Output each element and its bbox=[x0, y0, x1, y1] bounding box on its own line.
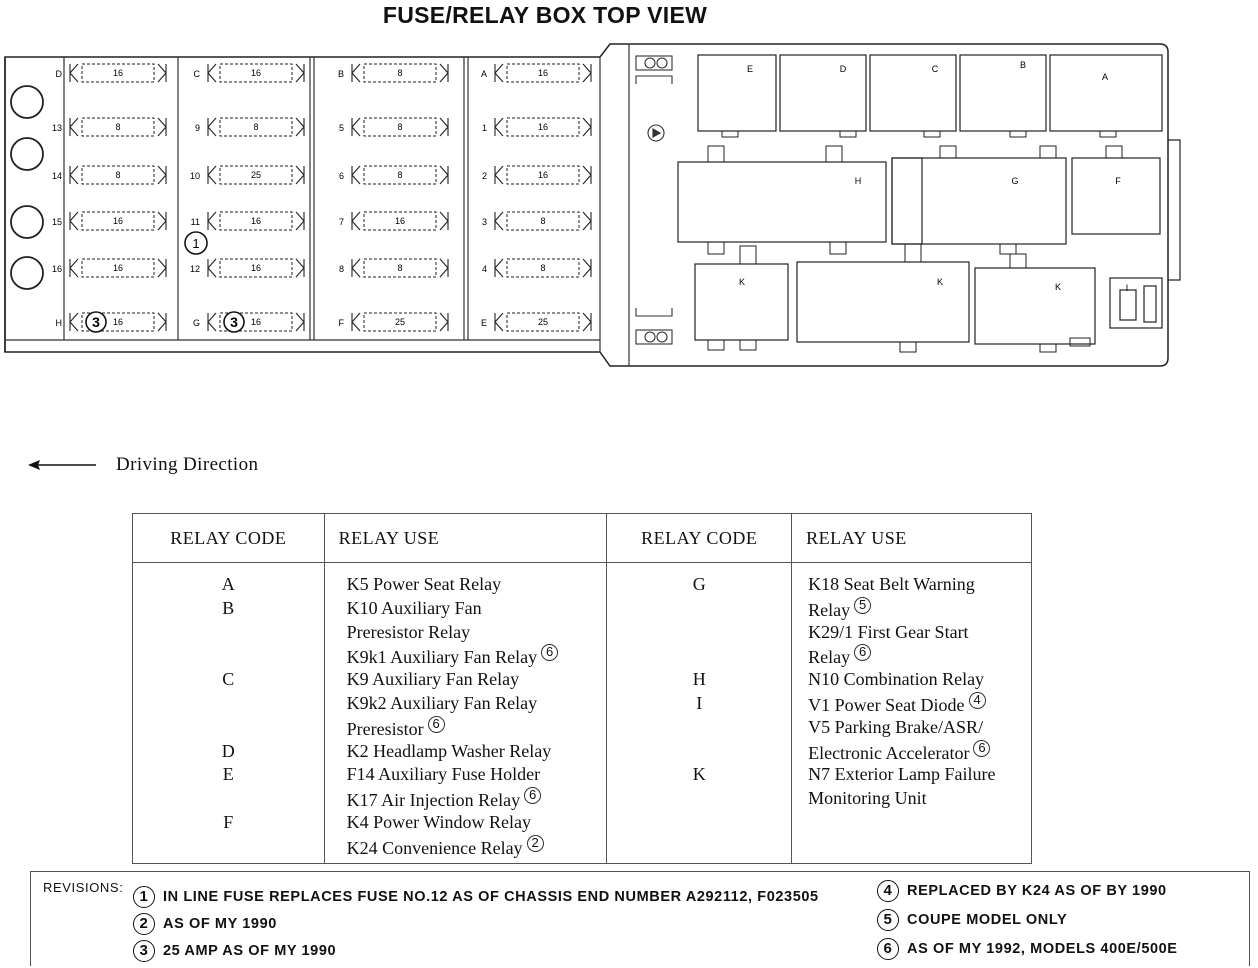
fuse-clip-left bbox=[495, 118, 503, 136]
revision-6: 6 AS OF MY 1992, MODELS 400E/500E bbox=[877, 938, 1178, 960]
fuse bbox=[194, 64, 305, 82]
fuse-clip-right bbox=[158, 118, 166, 136]
revision-4: 4 REPLACED BY K24 AS OF BY 1990 bbox=[877, 880, 1167, 902]
fuse-clip-right bbox=[583, 166, 591, 184]
fuse-clip-right bbox=[158, 259, 166, 277]
revision-2: 2 AS OF MY 1990 bbox=[133, 913, 277, 935]
relay-use-cell: K9 Auxiliary Fan Relay bbox=[346, 669, 520, 690]
relay-code-cell bbox=[133, 835, 324, 859]
fuse-clip-right bbox=[583, 313, 591, 331]
relay-k1 bbox=[695, 264, 788, 340]
relay-use-cell bbox=[792, 835, 1031, 859]
fuse-amp: 16 bbox=[250, 317, 262, 327]
fuse-clip-left bbox=[352, 259, 360, 277]
relay-g bbox=[892, 158, 1066, 244]
relay-labels bbox=[739, 60, 1128, 293]
fuse bbox=[56, 64, 167, 82]
relay-b bbox=[960, 55, 1046, 131]
arrow-left-icon bbox=[28, 458, 98, 472]
fuse-clip-right bbox=[158, 313, 166, 331]
fuse-clip-right bbox=[583, 259, 591, 277]
fuse bbox=[481, 313, 591, 331]
relay-code-cell: A bbox=[221, 574, 235, 594]
fuse-clip-left bbox=[352, 118, 360, 136]
driving-direction-label: Driving Direction bbox=[116, 454, 259, 475]
fuse-clip-left bbox=[208, 313, 216, 331]
fuse-label: 5 bbox=[338, 123, 344, 133]
relay-code-cell bbox=[607, 597, 791, 621]
diagram-title: FUSE/RELAY BOX TOP VIEW bbox=[382, 2, 708, 28]
relay-code-cell: B bbox=[222, 597, 235, 618]
fuse-amp: 16 bbox=[537, 122, 549, 132]
fuse-label: 12 bbox=[189, 264, 200, 274]
revision-note-marker: 6 bbox=[973, 740, 990, 757]
relay-c bbox=[870, 55, 956, 131]
relay-k3 bbox=[975, 268, 1095, 344]
fuse-amp: 25 bbox=[250, 170, 262, 180]
relay-label: K bbox=[936, 277, 944, 287]
fuse bbox=[482, 166, 591, 184]
fuse-amp: 8 bbox=[253, 122, 259, 132]
revision-note-marker: 6 bbox=[428, 716, 445, 733]
relay-code-cell: I bbox=[696, 692, 703, 713]
fuse-label: 3 bbox=[481, 217, 487, 227]
relay-use-cell: K24 Convenience Relay 2 bbox=[325, 835, 607, 859]
relay-use-cell: Preresistor Relay bbox=[346, 621, 471, 642]
fuse-clip-left bbox=[495, 64, 503, 82]
fuse-clip-left bbox=[495, 259, 503, 277]
fuse-clip-left bbox=[495, 212, 503, 230]
fuse-clip-right bbox=[296, 259, 304, 277]
relay-code-cell: E bbox=[222, 764, 234, 785]
relay-use-cell: V1 Power Seat Diode 4 bbox=[792, 692, 1031, 716]
fuse-clip-right bbox=[583, 64, 591, 82]
header-relay-code-1: RELAY CODE bbox=[133, 514, 325, 563]
relay-a bbox=[1050, 55, 1162, 131]
fuse-label: 16 bbox=[51, 264, 62, 274]
relay-use-cell: K2 Headlamp Washer Relay bbox=[346, 740, 552, 761]
fuse-label: 14 bbox=[51, 171, 62, 181]
relay-use-cell: K9k2 Auxiliary Fan Relay bbox=[346, 692, 538, 713]
fuse-amp: 8 bbox=[397, 68, 403, 78]
revision-note-marker: 6 bbox=[524, 787, 541, 804]
fuse-label: 7 bbox=[338, 217, 344, 227]
fuse-clip-right bbox=[158, 166, 166, 184]
fuse-label: 2 bbox=[481, 171, 487, 181]
relay-use-cell: Electronic Accelerator 6 bbox=[792, 740, 1031, 764]
fuse-clip-left bbox=[352, 166, 360, 184]
fuse-amp: 8 bbox=[397, 122, 403, 132]
relay-code-cell: G bbox=[692, 574, 706, 594]
fuse-clip-left bbox=[208, 118, 216, 136]
fuse bbox=[52, 259, 166, 277]
relay-code-cell bbox=[607, 787, 791, 811]
fuse-amp: 25 bbox=[537, 317, 549, 327]
fuse-clip-right bbox=[440, 166, 448, 184]
fuse bbox=[339, 313, 449, 331]
fuse-amp: 16 bbox=[112, 263, 124, 273]
header-relay-use-2: RELAY USE bbox=[792, 514, 1032, 563]
left-use-column bbox=[324, 563, 607, 864]
fuse-clip-left bbox=[495, 313, 503, 331]
relay-code-cell bbox=[607, 811, 791, 835]
relay-use-cell: V5 Parking Brake/ASR/ bbox=[808, 716, 984, 737]
fuse-clip-right bbox=[296, 118, 304, 136]
fuse-amp: 16 bbox=[250, 216, 262, 226]
fuse-amp: 8 bbox=[540, 263, 546, 273]
fuse-amp: 8 bbox=[397, 263, 403, 273]
relay-code-cell: F bbox=[223, 811, 234, 832]
relay-code-cell: C bbox=[222, 669, 235, 690]
fuse bbox=[56, 312, 167, 332]
relay-use-cell: K5 Power Seat Relay bbox=[346, 574, 502, 594]
fuse bbox=[339, 212, 448, 230]
fuse bbox=[482, 212, 591, 230]
fuse-clip-right bbox=[296, 212, 304, 230]
relay-code-cell bbox=[607, 621, 791, 645]
relay-code-cell bbox=[133, 621, 324, 645]
relay-label: B bbox=[1019, 60, 1027, 70]
left-code-column bbox=[133, 563, 325, 864]
relay-code-cell bbox=[133, 716, 324, 740]
relay-label: E bbox=[746, 64, 754, 74]
relay-use-cell: Preresistor 6 bbox=[325, 716, 607, 740]
fuse-amp: 16 bbox=[112, 68, 124, 78]
fuse-clip-right bbox=[440, 313, 448, 331]
fuse-label: 8 bbox=[338, 264, 344, 274]
fuse-clip-left bbox=[208, 64, 216, 82]
fuse-clip-right bbox=[440, 212, 448, 230]
fuse bbox=[52, 212, 166, 230]
fuse-clip-right bbox=[583, 212, 591, 230]
revision-note-marker: 6 bbox=[541, 644, 558, 661]
fuse-label: 13 bbox=[51, 123, 62, 133]
right-tab bbox=[1168, 140, 1180, 280]
fuse-clip-right bbox=[296, 313, 304, 331]
fuse-label: 6 bbox=[338, 171, 344, 181]
fuse-clip-right bbox=[583, 118, 591, 136]
small-components bbox=[636, 56, 672, 344]
mounting-holes bbox=[11, 86, 43, 289]
fuse-clip-left bbox=[70, 118, 78, 136]
relay-use-cell: K9k1 Auxiliary Fan Relay 6 bbox=[325, 644, 607, 668]
relay-code-cell bbox=[607, 740, 791, 764]
relay-use-cell: K10 Auxiliary Fan bbox=[346, 597, 482, 618]
relay-use-cell: K4 Power Window Relay bbox=[346, 811, 532, 832]
fuse-note: 3 bbox=[92, 314, 100, 330]
relay-use-cell: N7 Exterior Lamp Failure bbox=[808, 764, 996, 785]
fuse-clip-left bbox=[352, 212, 360, 230]
fuse-amp: 16 bbox=[112, 216, 124, 226]
revision-note-marker: 2 bbox=[527, 835, 544, 852]
fuse bbox=[338, 64, 448, 82]
fuse-clip-right bbox=[440, 64, 448, 82]
fuse bbox=[193, 312, 304, 332]
relay-table bbox=[132, 513, 1032, 864]
relay-label: A bbox=[1101, 72, 1109, 82]
fuse-label: 9 bbox=[194, 123, 200, 133]
relay-code-cell: K bbox=[692, 764, 706, 785]
relay-use-cell: Monitoring Unit bbox=[808, 788, 927, 809]
fuse-label: D bbox=[55, 69, 62, 79]
relay-label: H bbox=[854, 176, 862, 186]
relay-label: D bbox=[839, 64, 847, 74]
fuse bbox=[191, 212, 304, 230]
relay-label: G bbox=[1011, 176, 1019, 186]
relay-use-cell: F14 Auxiliary Fuse Holder bbox=[346, 764, 541, 785]
relay-code-cell bbox=[607, 644, 791, 668]
fuse bbox=[482, 259, 591, 277]
revision-3: 3 25 AMP AS OF MY 1990 bbox=[133, 940, 336, 962]
revision-note-marker: 4 bbox=[969, 692, 986, 709]
fuse-amp: 16 bbox=[250, 68, 262, 78]
fuse-clip-right bbox=[440, 259, 448, 277]
fuse-clip-left bbox=[70, 166, 78, 184]
fuse-clip-left bbox=[70, 64, 78, 82]
relay-e bbox=[698, 55, 776, 131]
relay-label: I bbox=[1125, 283, 1129, 293]
fuse bbox=[195, 118, 304, 136]
fuse-label: 1 bbox=[481, 123, 487, 133]
fuse-relay-box-diagram bbox=[0, 0, 1258, 420]
fuse bbox=[52, 166, 166, 184]
header-relay-code-2: RELAY CODE bbox=[607, 514, 792, 563]
fuse-amp: 8 bbox=[540, 216, 546, 226]
fuse-clip-right bbox=[158, 64, 166, 82]
relay-k2 bbox=[797, 262, 969, 342]
fuse bbox=[339, 118, 448, 136]
relay-label: K bbox=[1054, 282, 1062, 292]
fuse-clip-right bbox=[158, 212, 166, 230]
relay-code-cell: H bbox=[692, 669, 706, 690]
fuse-amp: 25 bbox=[394, 317, 406, 327]
fuse bbox=[339, 259, 448, 277]
relay-code-cell bbox=[133, 644, 324, 668]
fuse-label: 10 bbox=[189, 171, 200, 181]
fuse-label: F bbox=[338, 318, 344, 328]
fuse bbox=[339, 166, 448, 184]
fuse-clip-left bbox=[208, 212, 216, 230]
fuse-amp: 16 bbox=[112, 317, 124, 327]
right-use-column bbox=[792, 563, 1032, 864]
fuse-amp: 16 bbox=[394, 216, 406, 226]
fuse-label: A bbox=[480, 69, 487, 79]
fuse bbox=[190, 166, 304, 184]
relay-label: C bbox=[931, 64, 939, 74]
fuse-area bbox=[52, 64, 591, 332]
fuse-clip-right bbox=[296, 64, 304, 82]
relay-use-cell: K29/1 First Gear Start bbox=[808, 621, 969, 642]
fuse-amp: 8 bbox=[115, 170, 121, 180]
relay-code-cell bbox=[133, 787, 324, 811]
inline-fuse-note: 1 bbox=[192, 236, 200, 251]
revisions-box bbox=[30, 871, 1250, 966]
revision-5: 5 COUPE MODEL ONLY bbox=[877, 909, 1067, 931]
fuse-label: G bbox=[192, 318, 200, 328]
fuse-note: 3 bbox=[230, 314, 238, 330]
fuse-clip-left bbox=[495, 166, 503, 184]
relay-blocks bbox=[678, 55, 1162, 344]
relay-use-cell: K17 Air Injection Relay 6 bbox=[325, 787, 607, 811]
fuse-label: 15 bbox=[51, 217, 62, 227]
fuse-clip-left bbox=[208, 166, 216, 184]
right-code-column bbox=[607, 563, 792, 864]
relay-code-cell: D bbox=[221, 740, 235, 761]
fuse-label: E bbox=[480, 318, 487, 328]
relay-d bbox=[780, 55, 866, 131]
revision-1: 1 IN LINE FUSE REPLACES FUSE NO.12 AS OF CHASSIS END NUMBER A292112, F023505 bbox=[133, 886, 819, 908]
fuse-amp: 16 bbox=[537, 170, 549, 180]
fuse-clip-right bbox=[440, 118, 448, 136]
relay-use-cell: Relay 6 bbox=[792, 644, 1031, 668]
relay-code-cell bbox=[607, 716, 791, 740]
fuse-clip-left bbox=[352, 313, 360, 331]
relay-use-cell: Relay 5 bbox=[792, 597, 1031, 621]
fuse bbox=[190, 259, 304, 277]
revision-note-marker: 6 bbox=[854, 644, 871, 661]
fuse bbox=[482, 118, 591, 136]
fuse-amp: 8 bbox=[397, 170, 403, 180]
header-relay-use-1: RELAY USE bbox=[324, 514, 607, 563]
fuse-amp: 16 bbox=[250, 263, 262, 273]
fuse-clip-left bbox=[208, 259, 216, 277]
fuse-label: 4 bbox=[481, 264, 487, 274]
fuse-label: H bbox=[55, 318, 62, 328]
relay-code-cell bbox=[133, 692, 324, 716]
revision-note-marker: 5 bbox=[854, 597, 871, 614]
fuse-label: B bbox=[337, 69, 344, 79]
revisions-label: REVISIONS: bbox=[43, 880, 124, 895]
fuse bbox=[481, 64, 591, 82]
relay-label: F bbox=[1115, 176, 1121, 186]
fuse-clip-left bbox=[70, 259, 78, 277]
relay-label: K bbox=[738, 277, 746, 287]
relay-use-cell bbox=[792, 811, 1031, 835]
fuse-clip-left bbox=[70, 313, 78, 331]
fuse-label: C bbox=[193, 69, 200, 79]
relay-use-cell: N10 Combination Relay bbox=[808, 669, 985, 690]
fuse-amp: 16 bbox=[537, 68, 549, 78]
relay-code-cell bbox=[607, 835, 791, 859]
relay-h bbox=[678, 162, 886, 242]
fuse-clip-left bbox=[70, 212, 78, 230]
fuse bbox=[52, 118, 166, 136]
fuse-amp: 8 bbox=[115, 122, 121, 132]
relay-use-cell: K18 Seat Belt Warning bbox=[808, 574, 975, 594]
fuse-clip-left bbox=[352, 64, 360, 82]
fuse-clip-right bbox=[296, 166, 304, 184]
fuse-label: 11 bbox=[190, 217, 200, 227]
relay-f bbox=[1072, 158, 1160, 234]
